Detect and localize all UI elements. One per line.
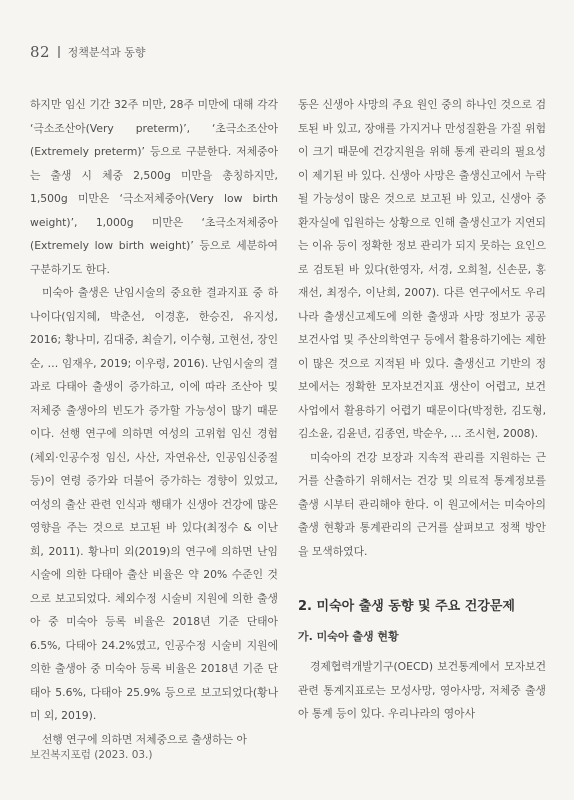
page-footer: 보건복지포럼 (2023. 03.) <box>30 749 153 761</box>
page-header <box>30 42 145 62</box>
right-column-lower <box>298 655 546 726</box>
section-title: 정책분석과 동향 <box>67 46 146 59</box>
body-paragraph: 미숙아 출생은 난임시술의 중요한 결과지표 중 하나이다(임지혜, 박춘선, 이경훈, 한승진, 유지성, 2016; 황나미, 김대중, 최슬기, 이수형, 고현선, 장인순, … 임재우, 2019; 이우령, 2016). 난임시술의 결과로 다태아 출생이 증가하고, 이에 따라 조산아 및 저체중 출생아의 빈도가 증가할 가능성이 많기 때문이다. 선행 연구에 의하면 여성의 고위험 임신 경험(체외·인공수정 임신, 사산, 자연유산, 인공임신중절 등)이 연령 증가와 더불어 증가하는 경향이 있었고, 여성의 출산 관련 인식과 행태가 신생아 건강에 많은 영향을 주는 것으로 보고된 바 있다(최정수 & 이난희, 2011). 황나미 외(2019)의 연구에 의하면 난임시술에 의한 다태아 출산 비율은 약 20% 수준인 것으로 보고되었다. 체외수정 시술비 지원에 의한 출생아 중 미숙아 등록 비율은 2018년 기준 단태아 6.5%, 다태아 24.2%였고, 인공수정 시술비 지원에 의한 출생아 중 미숙아 등록 비율은 2018년 기준 단태아 5.6%, 다태아 25.9% 등으로 보고되었다(황나미 외, 2019). <box>30 286 278 722</box>
body-paragraph: 하지만 임신 기간 32주 미만, 28주 미만에 대해 각각 ‘극소조산아(Very preterm)’, ‘초극소조산아(Extremely preterm)’ 등으로 구분한다. 저체중아는 출생 시 체중 2,500g 미만을 총칭하지만, 1,500g 미만은 ‘극소저체중아(Very low birth weight)’, 1,000g 미만은 ‘초극소저체중아(Extremely low birth weight)’ 등으로 세분하여 구분하기도 한다. <box>30 98 278 276</box>
body-paragraph: 경제협력개발기구(OECD) 보건통계에서 모자보건 관련 통계지표로는 모성사망, 영아사망, 저체중 출생아 통계 등이 있다. 우리나라의 영아사 <box>298 660 546 720</box>
right-column <box>298 93 546 563</box>
left-column <box>30 93 278 751</box>
page-number: 82 <box>30 43 51 61</box>
section-heading: 2. 미숙아 출생 동향 및 주요 건강문제 <box>298 599 515 614</box>
body-paragraph: 동은 신생아 사망의 주요 원인 중의 하나인 것으로 검토된 바 있고, 장애를 가지거나 만성질환을 가질 위험이 크기 때문에 건강지원을 위해 통계 관리의 필요성이 제기된 바 있다. 신생아 사망은 출생신고에서 누락될 가능성이 많은 것으로 보고된 바 있고, 신생아 중환자실에 입원하는 상황으로 인해 출생신고가 지연되는 이유 등이 정확한 정보 관리가 되지 못하는 요인으로 검토된 바 있다(한영자, 서경, 오희철, 신손문, 홍재선, 최정수, 이난희, 2007). 다른 연구에서도 우리나라 출생신고제도에 의한 출생과 사망 정보가 공공보건사업 및 주산의학연구 등에서 활용하기에는 제한이 많은 것으로 지적된 바 있다. 출생신고 기반의 정보에서는 정확한 모자보건지표 생산이 어렵고, 보건사업에서 활용하기 어렵기 때문이다(박정한, 김도형, 김소윤, 김윤년, 김종연, 박순우, … 조시현, 2008). <box>298 98 546 440</box>
header-divider <box>58 46 60 58</box>
body-paragraph: 미숙아의 건강 보장과 지속적 관리를 지원하는 근거를 산출하기 위해서는 건강 및 의료적 통계정보를 출생 시부터 관리해야 한다. 이 원고에서는 미숙아의 출생 현황과 통계관리의 근거를 살펴보고 정책 방안을 모색하였다. <box>298 450 546 558</box>
subsection-heading: 가. 미숙아 출생 현황 <box>298 630 399 643</box>
body-paragraph: 선행 연구에 의하면 저체중으로 출생하는 아 <box>42 732 247 746</box>
